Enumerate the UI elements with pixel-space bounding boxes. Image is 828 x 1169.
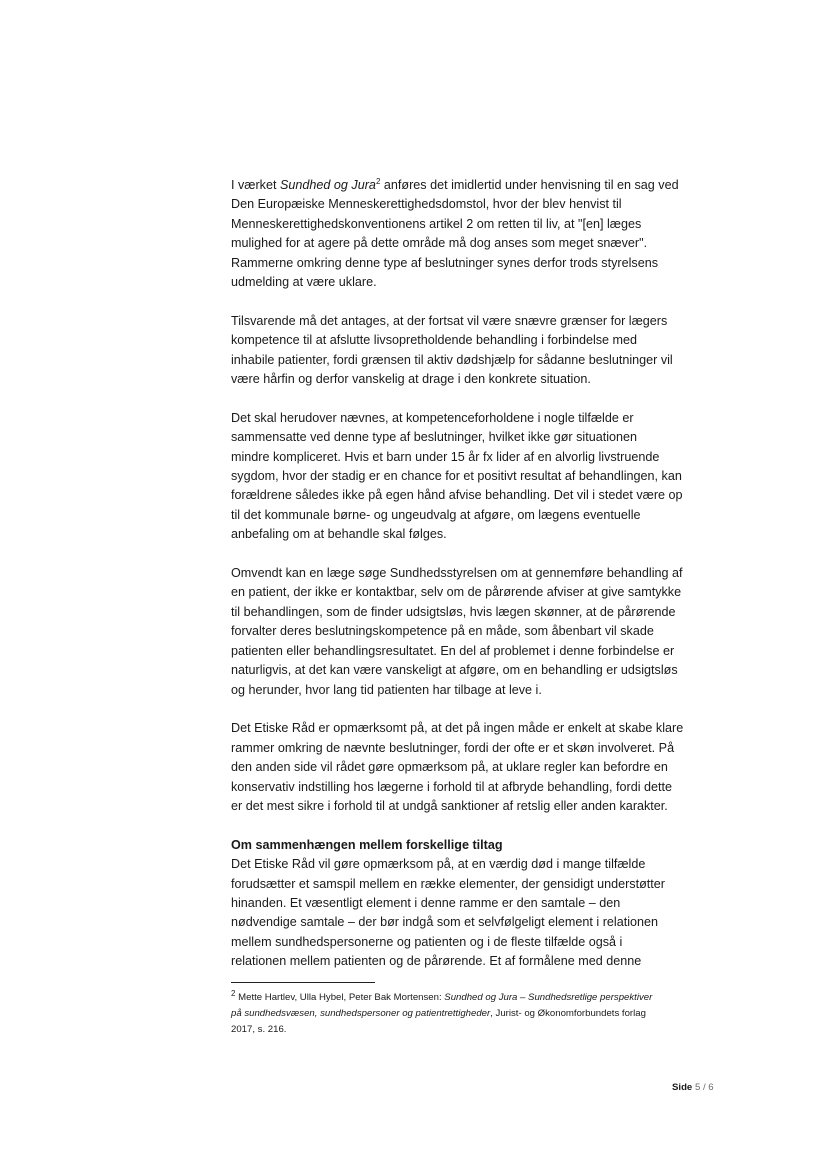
- footnote-authors: Mette Hartlev, Ulla Hybel, Peter Bak Mortensen:: [238, 992, 445, 1003]
- text-line: Omvendt kan en læge søge Sundhedsstyrelsen om at gennemføre behandling af: [231, 566, 683, 581]
- text-line: til behandlingen, som de finder udsigtsløs, hvis lægen skønner, at de pårørende: [231, 604, 676, 619]
- text-line: forældrene således ikke på egen hånd afvise behandling. Det vil i stedet være op: [231, 488, 683, 503]
- page-value: 5 / 6: [694, 1082, 714, 1093]
- footnote-title-cont: på sundhedsvæsen, sundhedspersoner og patientrettigheder: [231, 1008, 491, 1019]
- text-line: en patient, der ikke er kontaktbar, selv om de pårørende afviser at give samtykke: [231, 585, 682, 600]
- text-line: Det Etiske Råd vil gøre opmærksom på, at en værdig død i mange tilfælde: [231, 857, 646, 872]
- footnote-divider: [231, 982, 375, 983]
- text-line: kompetence til at afslutte livsopretholdende behandling i forbindelse med: [231, 333, 638, 348]
- paragraph-6: [231, 836, 731, 972]
- paragraph-3: [231, 409, 731, 545]
- footnote: [231, 990, 731, 1038]
- footnote-title: Sundhed og Jura – Sundhedsretlige perspektiver: [444, 992, 653, 1003]
- text-line: være hårfin og derfor vanskelig at drage i den konkrete situation.: [231, 372, 591, 387]
- text-line: rammer omkring de nævnte beslutninger, fordi der ofte er et skøn involveret. På: [231, 740, 675, 755]
- text-line: patienten eller behandlingsresultatet. En del af problemet i denne forbindelse er: [231, 643, 675, 658]
- text-line: og herunder, hvor lang tid patienten har tilbage at leve i.: [231, 682, 542, 697]
- paragraph-5: [231, 719, 731, 816]
- text-line: Den Europæiske Menneskerettighedsdomstol, hvor der blev henvist til: [231, 197, 622, 212]
- text-line: konservativ indstilling hos lægerne i forhold til at afbryde behandling, fordi dette: [231, 779, 673, 794]
- text-line: mulighed for at agere på dette område må dog anses som meget snæver".: [231, 236, 648, 251]
- text-line: anbefaling om at behandle skal følges.: [231, 527, 447, 542]
- text-line: inhabile patienter, fordi grænsen til aktiv dødshjælp for sådanne beslutninger vil: [231, 352, 673, 367]
- text-line: sygdom, hvor der stadig er en chance for et positivt resultat af behandlingen, kan: [231, 469, 682, 484]
- text-line: naturligvis, at det kan være vanskeligt at afgøre, om en behandling er udsigtsløs: [231, 663, 678, 678]
- text-line: Det skal herudover nævnes, at kompetenceforholdene i nogle tilfælde er: [231, 410, 634, 425]
- text-line: til det kommunale børne- og ungeudvalg at afgøre, om lægens eventuelle: [231, 507, 641, 522]
- text-line: den anden side vil rådet gøre opmærksom på, at uklare regler kan befordre en: [231, 760, 668, 775]
- page-number: [672, 1082, 714, 1093]
- text-line: I værket Sundhed og Jura$^2$ anføres det imidlertid under henvisning til en sag ved: [231, 176, 679, 192]
- page-label: Side: [672, 1082, 693, 1093]
- paragraph-4: [231, 564, 731, 700]
- text-line: Menneskerettighedskonventionens artikel 2 om retten til liv, at "[en] læges: [231, 216, 642, 231]
- text-line: mellem sundhedspersonerne og patienten og i de fleste tilfælde også i: [231, 934, 623, 949]
- text-line: Tilsvarende må det antages, at der fortsat vil være snævre grænser for lægers: [231, 313, 668, 328]
- text-line: Det Etiske Råd er opmærksomt på, at det på ingen måde er enkelt at skabe klare: [231, 721, 684, 736]
- footnote-line: [231, 1006, 731, 1022]
- footnote-publisher: , Jurist- og Økonomforbundets forlag: [490, 1008, 646, 1019]
- text-line: udmelding at være uklare.: [231, 275, 377, 290]
- text-line: forudsætter et samspil mellem en række elementer, der gensidigt understøtter: [231, 876, 665, 891]
- section-heading: Om sammenhængen mellem forskellige tiltag: [231, 837, 503, 852]
- text-line: Rammerne omkring denne type af beslutninger synes derfor trods styrelsens: [231, 255, 658, 270]
- paragraph-1: [231, 176, 731, 292]
- body-text: [231, 176, 731, 972]
- footnote-line: [231, 990, 731, 1006]
- paragraph-2: [231, 312, 731, 390]
- footnote-reference[interactable]: 2: [375, 176, 381, 186]
- text-line: er det mest sikre i forhold til at undgå sanktioner af retslig eller anden karakter.: [231, 798, 668, 813]
- footnote-number: 2: [231, 988, 236, 998]
- text-line: nødvendige samtale – der bør indgå som et selvfølgeligt element i relationen: [231, 915, 659, 930]
- text-line: mindre kompliceret. Hvis et barn under 15 år fx lider af en alvorlig livstruende: [231, 449, 660, 464]
- text-line: relationen mellem patienten og de pårørende. Et af formålene med denne: [231, 954, 642, 969]
- text-line: sammensatte ved denne type af beslutninger, hvilket ikke gør situationen: [231, 430, 638, 445]
- book-title: Sundhed og Jura: [280, 178, 376, 192]
- text-line: forvalter deres beslutningskompetence på en måde, som åbenbart vil skade: [231, 624, 654, 639]
- footnote-line: 2017, s. 216.: [231, 1024, 287, 1035]
- text-line: hinanden. Et væsentligt element i denne ramme er den samtale – den: [231, 895, 621, 910]
